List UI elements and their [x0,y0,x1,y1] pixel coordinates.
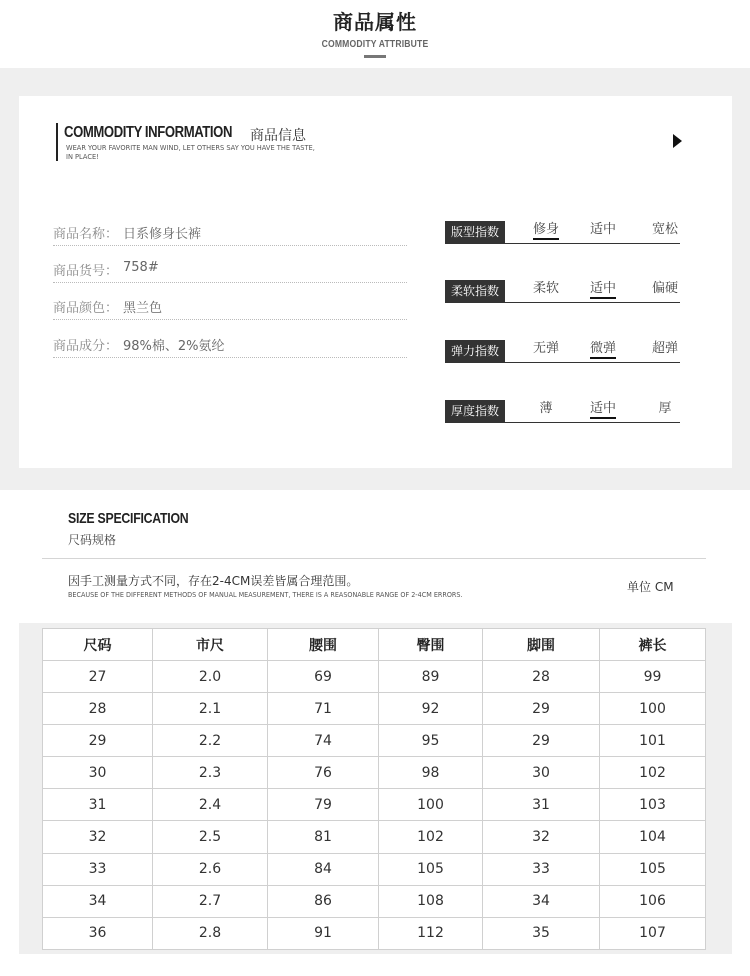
header-title-cn: 商品属性 [333,10,417,34]
title-accent-bar [56,123,58,161]
property-value: 日系修身长裤 [123,227,202,242]
index-option: 超弹 [651,341,678,356]
column-header: 腰围 [268,629,379,661]
table-cell: 100 [600,693,706,725]
table-cell: 89 [379,661,483,693]
column-header: 裤长 [600,629,706,661]
table-cell: 2.2 [153,725,268,757]
table-cell: 29 [43,725,153,757]
table-header-row [43,629,706,661]
table-cell: 79 [268,789,379,821]
commodity-card [19,96,732,468]
table-cell: 107 [600,917,706,949]
table-cell: 2.1 [153,693,268,725]
table-cell: 34 [43,885,153,917]
property-value: 黑兰色 [123,301,163,316]
table-cell: 102 [600,757,706,789]
table-cell: 84 [268,853,379,885]
table-cell: 31 [483,789,600,821]
table-cell: 102 [379,821,483,853]
table-cell: 92 [379,693,483,725]
unit-label: 单位 CM [627,580,674,594]
index-option: 厚 [658,401,672,416]
property-value: 98%棉、2%氨纶 [123,339,225,354]
commodity-subtitle-en: WEAR YOUR FAVORITE MAN WIND, LET OTHERS SAY YOU HAVE THE TASTE, IN PLACE! [66,144,315,161]
table-cell: 32 [483,821,600,853]
property-label: 商品货号： [53,264,119,279]
table-cell: 30 [43,757,153,789]
property-label: 商品颜色： [53,301,119,316]
property-label: 商品成分： [53,339,119,354]
property-value: 758# [123,260,159,275]
table-row [43,693,706,725]
table-cell: 95 [379,725,483,757]
table-cell: 108 [379,885,483,917]
table-row [43,789,706,821]
property-row [53,293,407,320]
size-spec-title-cn: 尺码规格 [68,533,117,547]
column-header: 尺码 [43,629,153,661]
index-option: 适中 [583,277,623,296]
table-cell: 28 [43,693,153,725]
measurement-note-en: BECAUSE OF THE DIFFERENT METHODS OF MANUAL MEASUREMENT, THERE IS A REASONABLE RANGE OF 2-4CM ERRORS. [68,591,463,599]
table-cell: 2.4 [153,789,268,821]
table-cell: 2.6 [153,853,268,885]
table-cell: 2.3 [153,757,268,789]
table-cell: 86 [268,885,379,917]
property-row [53,331,407,358]
index-option: 无弹 [532,341,559,356]
table-body [43,661,706,950]
index-row [445,280,680,303]
index-row [445,221,680,244]
size-table-section [19,623,732,954]
table-cell: 31 [43,789,153,821]
table-cell: 33 [43,853,153,885]
table-cell: 36 [43,917,153,949]
column-header: 脚围 [483,629,600,661]
table-cell: 76 [268,757,379,789]
table-row [43,725,706,757]
index-label: 厚度指数 [445,400,505,422]
property-row [53,256,407,283]
section-header [0,0,750,68]
table-cell: 35 [483,917,600,949]
commodity-title-en: COMMODITY INFORMATION [64,124,233,141]
table-row [43,853,706,885]
size-spec-divider [42,558,706,559]
table-cell: 69 [268,661,379,693]
table-cell: 105 [600,853,706,885]
table-cell: 32 [43,821,153,853]
table-cell: 30 [483,757,600,789]
table-cell: 105 [379,853,483,885]
index-option: 适中 [583,397,623,416]
size-table [42,628,706,950]
table-cell: 101 [600,725,706,757]
table-cell: 28 [483,661,600,693]
table-cell: 27 [43,661,153,693]
header-title-en: COMMODITY ATTRIBUTE [321,39,429,50]
index-option: 微弹 [583,337,623,356]
column-header: 市尺 [153,629,268,661]
table-cell: 106 [600,885,706,917]
table-cell: 81 [268,821,379,853]
table-cell: 2.0 [153,661,268,693]
table-cell: 29 [483,693,600,725]
index-option: 薄 [539,401,553,416]
table-row [43,757,706,789]
table-cell: 98 [379,757,483,789]
table-cell: 104 [600,821,706,853]
index-label: 版型指数 [445,221,505,243]
header-divider [364,55,386,58]
table-cell: 29 [483,725,600,757]
index-option: 柔软 [532,281,559,296]
index-label: 弹力指数 [445,340,505,362]
size-spec-title-en: SIZE SPECIFICATION [68,510,189,527]
table-cell: 74 [268,725,379,757]
measurement-note-cn: 因手工测量方式不同，存在2-4CM误差皆属合理范围。 [68,574,359,588]
table-row [43,917,706,949]
play-arrow-icon [673,134,682,148]
table-cell: 91 [268,917,379,949]
table-cell: 34 [483,885,600,917]
index-option: 宽松 [651,222,678,237]
index-row [445,400,680,423]
property-row [53,219,407,246]
table-row [43,885,706,917]
table-row [43,661,706,693]
property-label: 商品名称： [53,227,119,242]
index-option: 修身 [526,218,566,237]
column-header: 臀围 [379,629,483,661]
commodity-section [0,68,750,490]
table-cell: 103 [600,789,706,821]
table-row [43,821,706,853]
table-cell: 100 [379,789,483,821]
table-cell: 2.5 [153,821,268,853]
table-cell: 2.7 [153,885,268,917]
index-option: 偏硬 [651,281,678,296]
table-cell: 112 [379,917,483,949]
table-cell: 33 [483,853,600,885]
table-cell: 2.8 [153,917,268,949]
table-cell: 99 [600,661,706,693]
commodity-title-cn: 商品信息 [250,128,306,144]
index-row [445,340,680,363]
index-label: 柔软指数 [445,280,505,302]
table-cell: 71 [268,693,379,725]
index-option: 适中 [589,222,616,237]
